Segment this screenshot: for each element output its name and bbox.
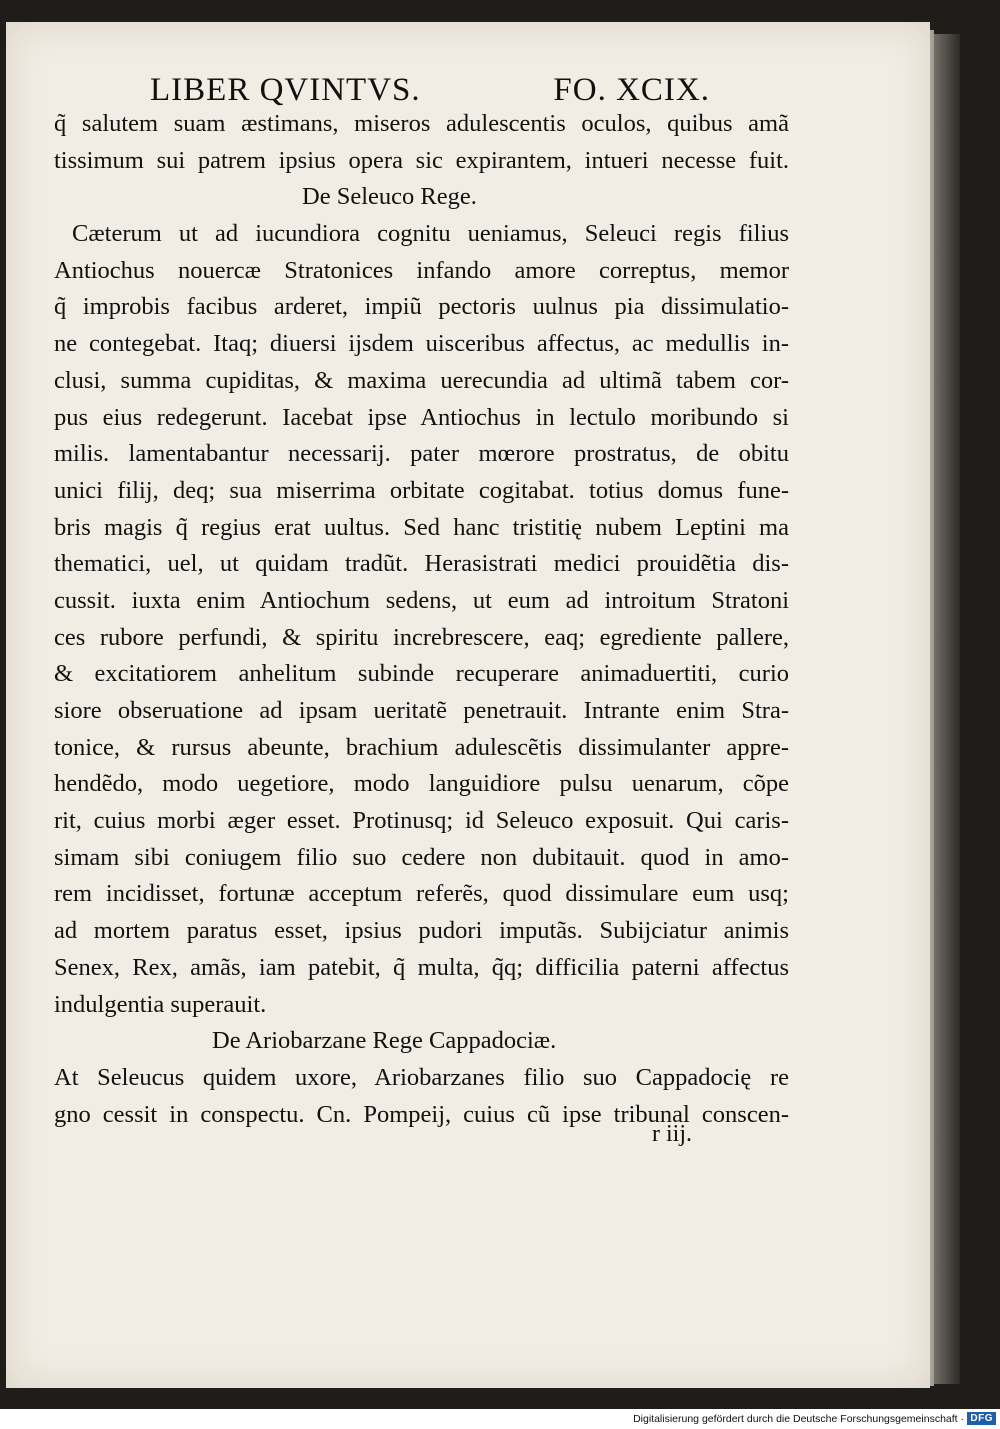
signature-mark: r iij.: [652, 1121, 692, 1147]
text-line: tissimum sui patrem ipsius opera sic expirantem, intueri necesse fuit.: [54, 146, 789, 174]
digitization-credit: Digitalisierung gefördert durch die Deutsche Forschungsgemeinschaft ·: [633, 1413, 964, 1425]
text-line: unici filij, deq; sua miserrima orbitate cogitabat. totius domus fune-: [54, 476, 789, 504]
text-line: simam sibi coniugem filio suo cedere non dubitauit. quod in amo-: [54, 843, 789, 871]
text-line: siore obseruatione ad ipsam ueritatẽ penetrauit. Intrante enim Stra-: [54, 697, 789, 724]
text-line: thematici, uel, ut quidam tradũt. Herasistrati medici prouidẽtia dis-: [54, 550, 789, 578]
page-body: [54, 106, 789, 1133]
text-line: At Seleucus quidem uxore, Ariobarzanes filio suo Cappadocię re: [54, 1063, 789, 1091]
text-line: Senex, Rex, amãs, iam patebit, q̃ multa, q̃q; difficilia paterni affectus: [54, 953, 789, 981]
text-line: q̃ improbis facibus arderet, impiũ pectoris uulnus pia dissimulatio-: [54, 293, 789, 321]
text-line: & excitatiorem anhelitum subinde recuperare animaduertiti, curio: [54, 660, 789, 688]
text-line: q̃ salutem suam æstimans, miseros adulescentis oculos, quibus amã: [54, 110, 789, 137]
text-line: gno cessit in conspectu. Cn. Pompeij, cuius cũ ipse tribunal conscen-: [54, 1100, 789, 1128]
section-heading: De Ariobarzane Rege Cappadociæ.: [212, 1027, 557, 1055]
text-line: tonice, & rursus abeunte, brachium adulescẽtis dissimulanter appre-: [54, 733, 789, 761]
text-line: indulgentia superauit.: [54, 990, 267, 1018]
text-line: rem incidisset, fortunæ acceptum referẽs, quod dissimulare eum usq;: [54, 880, 789, 908]
dfg-logo: DFG: [967, 1412, 996, 1425]
header-book-title: LIBER QVINTVS.: [150, 72, 421, 108]
page-edge-shadow: [930, 34, 960, 1384]
text-line: hendẽdo, modo uegetiore, modo languidiore pulsu uenarum, cõpe: [54, 770, 789, 798]
text-line: ad mortem paratus esset, ipsius pudori imputãs. Subijciatur animis: [54, 917, 789, 945]
header-folio-number: FO. XCIX.: [553, 72, 710, 108]
footer-bar: [0, 1409, 1000, 1429]
text-line: bris magis q̃ regius erat uultus. Sed hanc tristitię nubem Leptini ma: [54, 513, 789, 541]
text-line: rit, cuius morbi æger esset. Protinusq; id Seleuco exposuit. Qui caris-: [54, 807, 789, 835]
text-line: pus eius redegerunt. Iacebat ipse Antiochus in lectulo moribundo si: [54, 403, 789, 431]
text-line: cussit. iuxta enim Antiochum sedens, ut eum ad introitum Stratoni: [54, 586, 789, 614]
section-heading: De Seleuco Rege.: [302, 183, 477, 211]
text-line: milis. lamentabantur necessarij. pater mœrore prostratus, de obitu: [54, 440, 789, 468]
text-line: Antiochus nouercæ Stratonices infando amore correptus, memor: [54, 256, 789, 284]
text-line: ne contegebat. Itaq; diuersi ijsdem uisceribus affectus, ac medullis in-: [54, 330, 789, 358]
text-line: Cæterum ut ad iucundiora cognitu ueniamus, Seleuci regis filius: [72, 220, 789, 248]
text-line: clusi, summa cupiditas, & maxima uerecundia ad ultimã tabem cor-: [54, 366, 789, 394]
text-line: ces rubore perfundi, & spiritu increbrescere, eaq; egrediente pallere,: [54, 623, 789, 651]
